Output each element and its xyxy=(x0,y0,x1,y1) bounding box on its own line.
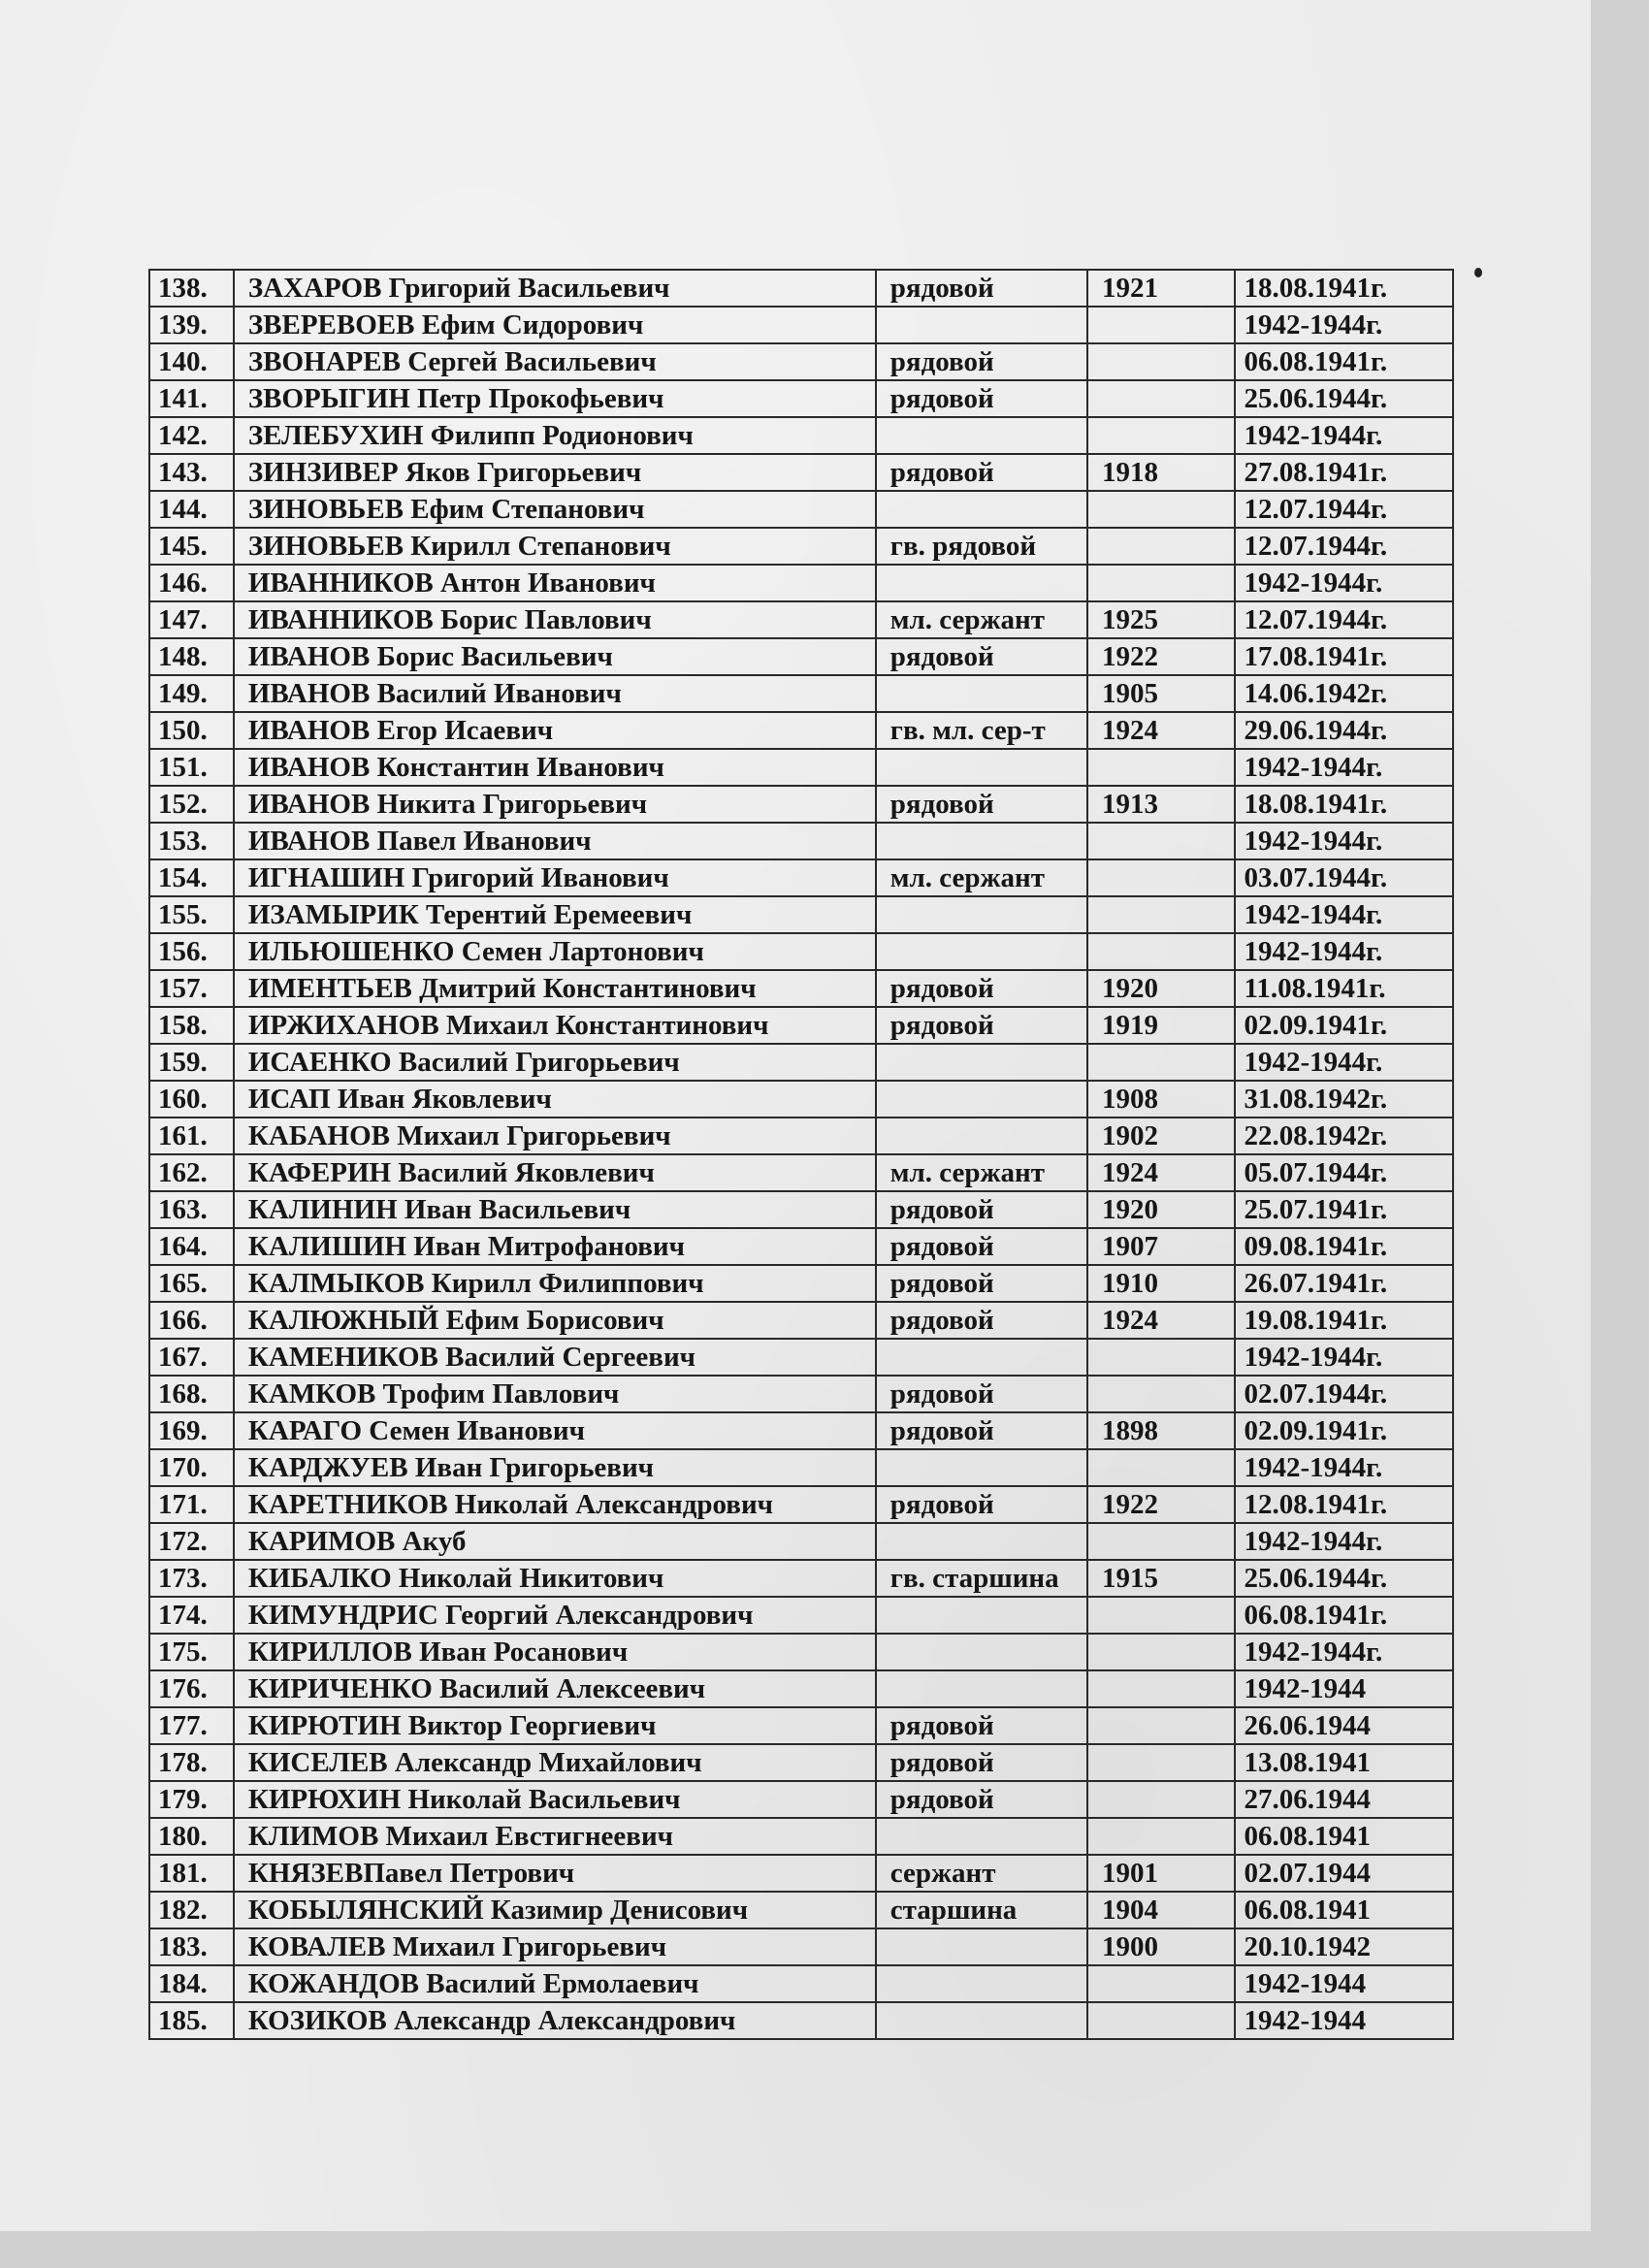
table-row xyxy=(149,1118,1453,1154)
military-rank-cell xyxy=(876,933,1087,970)
date-of-death-cell: 1942-1944 xyxy=(1235,1670,1453,1707)
row-number-cell: 153. xyxy=(149,823,234,859)
date-of-death-cell: 02.09.1941г. xyxy=(1235,1007,1453,1044)
date-of-death-cell: 20.10.1942 xyxy=(1235,1928,1453,1965)
table-row xyxy=(149,1818,1453,1855)
birth-year-cell xyxy=(1087,1597,1236,1634)
date-of-death-cell: 1942-1944г. xyxy=(1235,1449,1453,1486)
scan-margin-right xyxy=(1591,0,1649,2268)
full-name-cell: КАФЕРИН Василий Яковлевич xyxy=(234,1154,876,1191)
full-name-cell: КАБАНОВ Михаил Григорьевич xyxy=(234,1118,876,1154)
row-number-cell: 159. xyxy=(149,1044,234,1081)
date-of-death-cell: 18.08.1941г. xyxy=(1235,270,1453,307)
date-of-death-cell: 1942-1944 xyxy=(1235,2002,1453,2039)
row-number-cell: 162. xyxy=(149,1154,234,1191)
date-of-death-cell: 1942-1944г. xyxy=(1235,896,1453,933)
row-number-cell: 152. xyxy=(149,786,234,823)
military-rank-cell: рядовой xyxy=(876,270,1087,307)
full-name-cell: КНЯЗЕВПавел Петрович xyxy=(234,1855,876,1892)
table-row xyxy=(149,417,1453,454)
birth-year-cell xyxy=(1087,1744,1236,1781)
full-name-cell: КАРАГО Семен Иванович xyxy=(234,1412,876,1449)
table-row xyxy=(149,1634,1453,1670)
birth-year-cell: 1907 xyxy=(1087,1228,1236,1265)
row-number-cell: 183. xyxy=(149,1928,234,1965)
full-name-cell: КАЛИШИН Иван Митрофанович xyxy=(234,1228,876,1265)
table-row xyxy=(149,1707,1453,1744)
full-name-cell: КАМКОВ Трофим Павлович xyxy=(234,1376,876,1412)
military-rank-cell xyxy=(876,1339,1087,1376)
date-of-death-cell: 1942-1944г. xyxy=(1235,749,1453,786)
full-name-cell: ИРЖИХАНОВ Михаил Константинович xyxy=(234,1007,876,1044)
military-rank-cell: рядовой xyxy=(876,1486,1087,1523)
row-number-cell: 150. xyxy=(149,712,234,749)
date-of-death-cell: 29.06.1944г. xyxy=(1235,712,1453,749)
birth-year-cell: 1905 xyxy=(1087,675,1236,712)
table-row xyxy=(149,1339,1453,1376)
row-number-cell: 138. xyxy=(149,270,234,307)
full-name-cell: ЗВЕРЕВОЕВ Ефим Сидорович xyxy=(234,307,876,343)
date-of-death-cell: 31.08.1942г. xyxy=(1235,1081,1453,1118)
table-row xyxy=(149,859,1453,896)
military-rank-cell: рядовой xyxy=(876,1781,1087,1818)
row-number-cell: 143. xyxy=(149,454,234,491)
military-rank-cell xyxy=(876,896,1087,933)
full-name-cell: КОЖАНДОВ Василий Ермолаевич xyxy=(234,1965,876,2002)
full-name-cell: ИГНАШИН Григорий Иванович xyxy=(234,859,876,896)
date-of-death-cell: 22.08.1942г. xyxy=(1235,1118,1453,1154)
table-row xyxy=(149,1228,1453,1265)
military-rank-cell: сержант xyxy=(876,1855,1087,1892)
table-row xyxy=(149,1044,1453,1081)
military-rank-cell xyxy=(876,823,1087,859)
full-name-cell: ИВАНОВ Никита Григорьевич xyxy=(234,786,876,823)
date-of-death-cell: 26.06.1944 xyxy=(1235,1707,1453,1744)
row-number-cell: 174. xyxy=(149,1597,234,1634)
date-of-death-cell: 25.06.1944г. xyxy=(1235,1560,1453,1597)
military-rank-cell: старшина xyxy=(876,1892,1087,1928)
military-rank-cell xyxy=(876,491,1087,528)
birth-year-cell: 1922 xyxy=(1087,638,1236,675)
row-number-cell: 156. xyxy=(149,933,234,970)
table-row xyxy=(149,1412,1453,1449)
birth-year-cell: 1920 xyxy=(1087,1191,1236,1228)
row-number-cell: 161. xyxy=(149,1118,234,1154)
table-row xyxy=(149,2002,1453,2039)
table-row xyxy=(149,933,1453,970)
date-of-death-cell: 26.07.1941г. xyxy=(1235,1265,1453,1302)
row-number-cell: 177. xyxy=(149,1707,234,1744)
date-of-death-cell: 12.07.1944г. xyxy=(1235,528,1453,565)
table-row xyxy=(149,1449,1453,1486)
birth-year-cell: 1921 xyxy=(1087,270,1236,307)
birth-year-cell xyxy=(1087,859,1236,896)
row-number-cell: 163. xyxy=(149,1191,234,1228)
full-name-cell: ИВАНОВ Егор Исаевич xyxy=(234,712,876,749)
table-row xyxy=(149,1007,1453,1044)
row-number-cell: 144. xyxy=(149,491,234,528)
full-name-cell: КОЗИКОВ Александр Александрович xyxy=(234,2002,876,2039)
birth-year-cell xyxy=(1087,565,1236,601)
full-name-cell: ИВАНОВ Василий Иванович xyxy=(234,675,876,712)
military-rank-cell: рядовой xyxy=(876,970,1087,1007)
row-number-cell: 176. xyxy=(149,1670,234,1707)
date-of-death-cell: 05.07.1944г. xyxy=(1235,1154,1453,1191)
birth-year-cell: 1902 xyxy=(1087,1118,1236,1154)
table-row xyxy=(149,1928,1453,1965)
scan-margin-bottom xyxy=(0,2231,1649,2268)
row-number-cell: 170. xyxy=(149,1449,234,1486)
row-number-cell: 173. xyxy=(149,1560,234,1597)
row-number-cell: 145. xyxy=(149,528,234,565)
row-number-cell: 175. xyxy=(149,1634,234,1670)
birth-year-cell xyxy=(1087,896,1236,933)
military-rank-cell xyxy=(876,1965,1087,2002)
full-name-cell: ЗИНОВЬЕВ Кирилл Степанович xyxy=(234,528,876,565)
row-number-cell: 154. xyxy=(149,859,234,896)
date-of-death-cell: 06.08.1941г. xyxy=(1235,343,1453,380)
row-number-cell: 147. xyxy=(149,601,234,638)
date-of-death-cell: 14.06.1942г. xyxy=(1235,675,1453,712)
table-row xyxy=(149,601,1453,638)
birth-year-cell: 1904 xyxy=(1087,1892,1236,1928)
birth-year-cell: 1924 xyxy=(1087,1302,1236,1339)
full-name-cell: ИВАННИКОВ Антон Иванович xyxy=(234,565,876,601)
table-row xyxy=(149,1191,1453,1228)
birth-year-cell xyxy=(1087,1781,1236,1818)
military-rank-cell: рядовой xyxy=(876,380,1087,417)
full-name-cell: КАЛЮЖНЫЙ Ефим Борисович xyxy=(234,1302,876,1339)
row-number-cell: 157. xyxy=(149,970,234,1007)
date-of-death-cell: 27.08.1941г. xyxy=(1235,454,1453,491)
military-rank-cell: рядовой xyxy=(876,1191,1087,1228)
table-row xyxy=(149,712,1453,749)
military-rank-cell xyxy=(876,749,1087,786)
full-name-cell: ЗЕЛЕБУХИН Филипп Родионович xyxy=(234,417,876,454)
date-of-death-cell: 03.07.1944г. xyxy=(1235,859,1453,896)
date-of-death-cell: 12.07.1944г. xyxy=(1235,601,1453,638)
date-of-death-cell: 1942-1944г. xyxy=(1235,307,1453,343)
full-name-cell: ИЛЬЮШЕНКО Семен Лартонович xyxy=(234,933,876,970)
date-of-death-cell: 12.08.1941г. xyxy=(1235,1486,1453,1523)
date-of-death-cell: 1942-1944г. xyxy=(1235,1044,1453,1081)
full-name-cell: ИСАЕНКО Василий Григорьевич xyxy=(234,1044,876,1081)
birth-year-cell: 1913 xyxy=(1087,786,1236,823)
row-number-cell: 146. xyxy=(149,565,234,601)
full-name-cell: КИРИЧЕНКО Василий Алексеевич xyxy=(234,1670,876,1707)
full-name-cell: ЗВОРЫГИН Петр Прокофьевич xyxy=(234,380,876,417)
military-rank-cell xyxy=(876,1081,1087,1118)
birth-year-cell xyxy=(1087,1044,1236,1081)
date-of-death-cell: 1942-1944 xyxy=(1235,1965,1453,2002)
birth-year-cell: 1925 xyxy=(1087,601,1236,638)
full-name-cell: КАМЕНИКОВ Василий Сергеевич xyxy=(234,1339,876,1376)
military-rank-cell: рядовой xyxy=(876,1744,1087,1781)
full-name-cell: КИМУНДРИС Георгий Александрович xyxy=(234,1597,876,1634)
date-of-death-cell: 27.06.1944 xyxy=(1235,1781,1453,1818)
birth-year-cell xyxy=(1087,1449,1236,1486)
full-name-cell: ИЗАМЫРИК Терентий Еремеевич xyxy=(234,896,876,933)
military-rank-cell: рядовой xyxy=(876,1265,1087,1302)
date-of-death-cell: 02.07.1944г. xyxy=(1235,1376,1453,1412)
row-number-cell: 180. xyxy=(149,1818,234,1855)
full-name-cell: КАРДЖУЕВ Иван Григорьевич xyxy=(234,1449,876,1486)
full-name-cell: ИМЕНТЬЕВ Дмитрий Константинович xyxy=(234,970,876,1007)
full-name-cell: КИСЕЛЕВ Александр Михайлович xyxy=(234,1744,876,1781)
birth-year-cell xyxy=(1087,749,1236,786)
table-row xyxy=(149,1597,1453,1634)
table-row xyxy=(149,1154,1453,1191)
military-rank-cell xyxy=(876,1044,1087,1081)
birth-year-cell xyxy=(1087,1818,1236,1855)
full-name-cell: ИВАНОВ Борис Васильевич xyxy=(234,638,876,675)
table-body xyxy=(149,270,1453,2039)
date-of-death-cell: 11.08.1941г. xyxy=(1235,970,1453,1007)
table-row xyxy=(149,307,1453,343)
military-rank-cell: рядовой xyxy=(876,454,1087,491)
date-of-death-cell: 02.09.1941г. xyxy=(1235,1412,1453,1449)
table-row xyxy=(149,565,1453,601)
birth-year-cell xyxy=(1087,933,1236,970)
row-number-cell: 185. xyxy=(149,2002,234,2039)
birth-year-cell xyxy=(1087,1339,1236,1376)
date-of-death-cell: 06.08.1941 xyxy=(1235,1892,1453,1928)
full-name-cell: ЗИНОВЬЕВ Ефим Степанович xyxy=(234,491,876,528)
military-rank-cell: рядовой xyxy=(876,1412,1087,1449)
birth-year-cell xyxy=(1087,1376,1236,1412)
date-of-death-cell: 1942-1944г. xyxy=(1235,823,1453,859)
row-number-cell: 169. xyxy=(149,1412,234,1449)
full-name-cell: КАРЕТНИКОВ Николай Александрович xyxy=(234,1486,876,1523)
full-name-cell: КИБАЛКО Николай Никитович xyxy=(234,1560,876,1597)
birth-year-cell: 1924 xyxy=(1087,712,1236,749)
full-name-cell: КЛИМОВ Михаил Евстигнеевич xyxy=(234,1818,876,1855)
table-row xyxy=(149,823,1453,859)
table-row xyxy=(149,343,1453,380)
row-number-cell: 160. xyxy=(149,1081,234,1118)
military-rank-cell: рядовой xyxy=(876,638,1087,675)
date-of-death-cell: 1942-1944г. xyxy=(1235,1339,1453,1376)
table-row xyxy=(149,380,1453,417)
birth-year-cell: 1901 xyxy=(1087,1855,1236,1892)
military-rank-cell xyxy=(876,1670,1087,1707)
full-name-cell: КАЛМЫКОВ Кирилл Филиппович xyxy=(234,1265,876,1302)
row-number-cell: 172. xyxy=(149,1523,234,1560)
table-row xyxy=(149,970,1453,1007)
full-name-cell: КАРИМОВ Акуб xyxy=(234,1523,876,1560)
row-number-cell: 179. xyxy=(149,1781,234,1818)
table-row xyxy=(149,270,1453,307)
military-rank-cell: рядовой xyxy=(876,343,1087,380)
birth-year-cell xyxy=(1087,2002,1236,2039)
birth-year-cell: 1920 xyxy=(1087,970,1236,1007)
military-rank-cell xyxy=(876,1928,1087,1965)
table-row xyxy=(149,491,1453,528)
military-rank-cell: мл. сержант xyxy=(876,859,1087,896)
table-row xyxy=(149,1855,1453,1892)
full-name-cell: КОБЫЛЯНСКИЙ Казимир Денисович xyxy=(234,1892,876,1928)
date-of-death-cell: 18.08.1941г. xyxy=(1235,786,1453,823)
full-name-cell: ИВАНОВ Константин Иванович xyxy=(234,749,876,786)
military-rank-cell: мл. сержант xyxy=(876,601,1087,638)
table-row xyxy=(149,1081,1453,1118)
military-rank-cell: рядовой xyxy=(876,1007,1087,1044)
date-of-death-cell: 12.07.1944г. xyxy=(1235,491,1453,528)
date-of-death-cell: 13.08.1941 xyxy=(1235,1744,1453,1781)
row-number-cell: 142. xyxy=(149,417,234,454)
row-number-cell: 140. xyxy=(149,343,234,380)
military-rank-cell: гв. мл. сер-т xyxy=(876,712,1087,749)
military-rank-cell: гв. рядовой xyxy=(876,528,1087,565)
military-rank-cell xyxy=(876,565,1087,601)
table-row xyxy=(149,1892,1453,1928)
full-name-cell: ИСАП Иван Яковлевич xyxy=(234,1081,876,1118)
date-of-death-cell: 06.08.1941 xyxy=(1235,1818,1453,1855)
military-rank-cell: мл. сержант xyxy=(876,1154,1087,1191)
table-row xyxy=(149,1265,1453,1302)
date-of-death-cell: 1942-1944г. xyxy=(1235,1634,1453,1670)
table-row xyxy=(149,675,1453,712)
date-of-death-cell: 25.07.1941г. xyxy=(1235,1191,1453,1228)
date-of-death-cell: 09.08.1941г. xyxy=(1235,1228,1453,1265)
row-number-cell: 184. xyxy=(149,1965,234,2002)
row-number-cell: 171. xyxy=(149,1486,234,1523)
birth-year-cell xyxy=(1087,528,1236,565)
table-row xyxy=(149,454,1453,491)
birth-year-cell xyxy=(1087,1523,1236,1560)
date-of-death-cell: 17.08.1941г. xyxy=(1235,638,1453,675)
row-number-cell: 168. xyxy=(149,1376,234,1412)
military-rank-cell xyxy=(876,1523,1087,1560)
row-number-cell: 165. xyxy=(149,1265,234,1302)
birth-year-cell xyxy=(1087,417,1236,454)
military-rank-cell: рядовой xyxy=(876,1707,1087,1744)
full-name-cell: ЗАХАРОВ Григорий Васильевич xyxy=(234,270,876,307)
full-name-cell: ЗИНЗИВЕР Яков Григорьевич xyxy=(234,454,876,491)
birth-year-cell: 1918 xyxy=(1087,454,1236,491)
military-rank-cell: рядовой xyxy=(876,786,1087,823)
table-row xyxy=(149,1781,1453,1818)
row-number-cell: 182. xyxy=(149,1892,234,1928)
table-row xyxy=(149,896,1453,933)
birth-year-cell xyxy=(1087,380,1236,417)
date-of-death-cell: 06.08.1941г. xyxy=(1235,1597,1453,1634)
birth-year-cell xyxy=(1087,307,1236,343)
full-name-cell: КИРЮТИН Виктор Георгиевич xyxy=(234,1707,876,1744)
table-row xyxy=(149,1670,1453,1707)
full-name-cell: КОВАЛЕВ Михаил Григорьевич xyxy=(234,1928,876,1965)
birth-year-cell: 1924 xyxy=(1087,1154,1236,1191)
row-number-cell: 155. xyxy=(149,896,234,933)
birth-year-cell: 1908 xyxy=(1087,1081,1236,1118)
military-rank-cell: рядовой xyxy=(876,1302,1087,1339)
table-row xyxy=(149,749,1453,786)
birth-year-cell xyxy=(1087,343,1236,380)
table-row xyxy=(149,1376,1453,1412)
military-rank-cell xyxy=(876,307,1087,343)
military-rank-cell: гв. старшина xyxy=(876,1560,1087,1597)
row-number-cell: 149. xyxy=(149,675,234,712)
row-number-cell: 139. xyxy=(149,307,234,343)
full-name-cell: КИРИЛЛОВ Иван Росанович xyxy=(234,1634,876,1670)
birth-year-cell xyxy=(1087,823,1236,859)
birth-year-cell: 1910 xyxy=(1087,1265,1236,1302)
full-name-cell: КАЛИНИН Иван Васильевич xyxy=(234,1191,876,1228)
date-of-death-cell: 1942-1944г. xyxy=(1235,417,1453,454)
table-row xyxy=(149,1965,1453,2002)
military-rank-cell xyxy=(876,2002,1087,2039)
row-number-cell: 151. xyxy=(149,749,234,786)
full-name-cell: КИРЮХИН Николай Васильевич xyxy=(234,1781,876,1818)
date-of-death-cell: 25.06.1944г. xyxy=(1235,380,1453,417)
birth-year-cell xyxy=(1087,1965,1236,2002)
military-rank-cell: рядовой xyxy=(876,1376,1087,1412)
row-number-cell: 167. xyxy=(149,1339,234,1376)
ink-speck xyxy=(1474,268,1482,277)
table-row xyxy=(149,1523,1453,1560)
row-number-cell: 166. xyxy=(149,1302,234,1339)
full-name-cell: ИВАННИКОВ Борис Павлович xyxy=(234,601,876,638)
row-number-cell: 181. xyxy=(149,1855,234,1892)
full-name-cell: ИВАНОВ Павел Иванович xyxy=(234,823,876,859)
military-rank-cell: рядовой xyxy=(876,1228,1087,1265)
date-of-death-cell: 1942-1944г. xyxy=(1235,565,1453,601)
casualty-list-table xyxy=(148,269,1454,2040)
date-of-death-cell: 02.07.1944 xyxy=(1235,1855,1453,1892)
row-number-cell: 178. xyxy=(149,1744,234,1781)
birth-year-cell xyxy=(1087,1634,1236,1670)
table-row xyxy=(149,638,1453,675)
military-rank-cell xyxy=(876,1818,1087,1855)
date-of-death-cell: 1942-1944г. xyxy=(1235,933,1453,970)
date-of-death-cell: 19.08.1941г. xyxy=(1235,1302,1453,1339)
military-rank-cell xyxy=(876,1449,1087,1486)
military-rank-cell xyxy=(876,1597,1087,1634)
military-rank-cell xyxy=(876,1634,1087,1670)
table-row xyxy=(149,1560,1453,1597)
date-of-death-cell: 1942-1944г. xyxy=(1235,1523,1453,1560)
birth-year-cell: 1919 xyxy=(1087,1007,1236,1044)
military-rank-cell xyxy=(876,417,1087,454)
birth-year-cell: 1900 xyxy=(1087,1928,1236,1965)
row-number-cell: 164. xyxy=(149,1228,234,1265)
military-rank-cell xyxy=(876,675,1087,712)
row-number-cell: 158. xyxy=(149,1007,234,1044)
row-number-cell: 141. xyxy=(149,380,234,417)
table-row xyxy=(149,786,1453,823)
full-name-cell: ЗВОНАРЕВ Сергей Васильевич xyxy=(234,343,876,380)
birth-year-cell xyxy=(1087,1707,1236,1744)
birth-year-cell: 1898 xyxy=(1087,1412,1236,1449)
birth-year-cell xyxy=(1087,491,1236,528)
row-number-cell: 148. xyxy=(149,638,234,675)
military-rank-cell xyxy=(876,1118,1087,1154)
birth-year-cell xyxy=(1087,1670,1236,1707)
table-row xyxy=(149,1302,1453,1339)
table-row xyxy=(149,1486,1453,1523)
table-row xyxy=(149,1744,1453,1781)
birth-year-cell: 1915 xyxy=(1087,1560,1236,1597)
birth-year-cell: 1922 xyxy=(1087,1486,1236,1523)
table-row xyxy=(149,528,1453,565)
